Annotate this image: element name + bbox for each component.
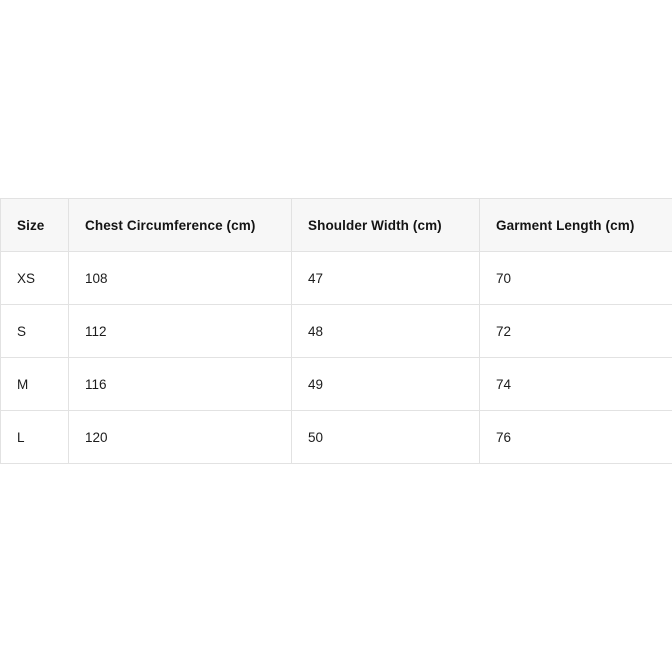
cell-garment-length: 72 [480,305,672,358]
cell-shoulder-width: 48 [292,305,480,358]
cell-shoulder-width: 49 [292,358,480,411]
cell-garment-length: 76 [480,411,672,464]
column-header-size: Size [1,199,69,252]
column-header-garment-length: Garment Length (cm) [480,199,672,252]
cell-size: L [1,411,69,464]
column-header-shoulder-width: Shoulder Width (cm) [292,199,480,252]
table-body [1,252,672,464]
table-row [1,358,672,411]
column-header-chest-circumference: Chest Circumference (cm) [69,199,292,252]
cell-size: M [1,358,69,411]
table-header [1,199,672,252]
table-row [1,411,672,464]
cell-size: XS [1,252,69,305]
table-row [1,305,672,358]
cell-garment-length: 74 [480,358,672,411]
size-chart-table [0,198,672,464]
cell-chest-circumference: 112 [69,305,292,358]
cell-chest-circumference: 116 [69,358,292,411]
cell-shoulder-width: 50 [292,411,480,464]
table-row [1,252,672,305]
table-header-row [1,199,672,252]
cell-garment-length: 70 [480,252,672,305]
size-chart-container [0,198,672,464]
cell-shoulder-width: 47 [292,252,480,305]
cell-size: S [1,305,69,358]
cell-chest-circumference: 120 [69,411,292,464]
cell-chest-circumference: 108 [69,252,292,305]
